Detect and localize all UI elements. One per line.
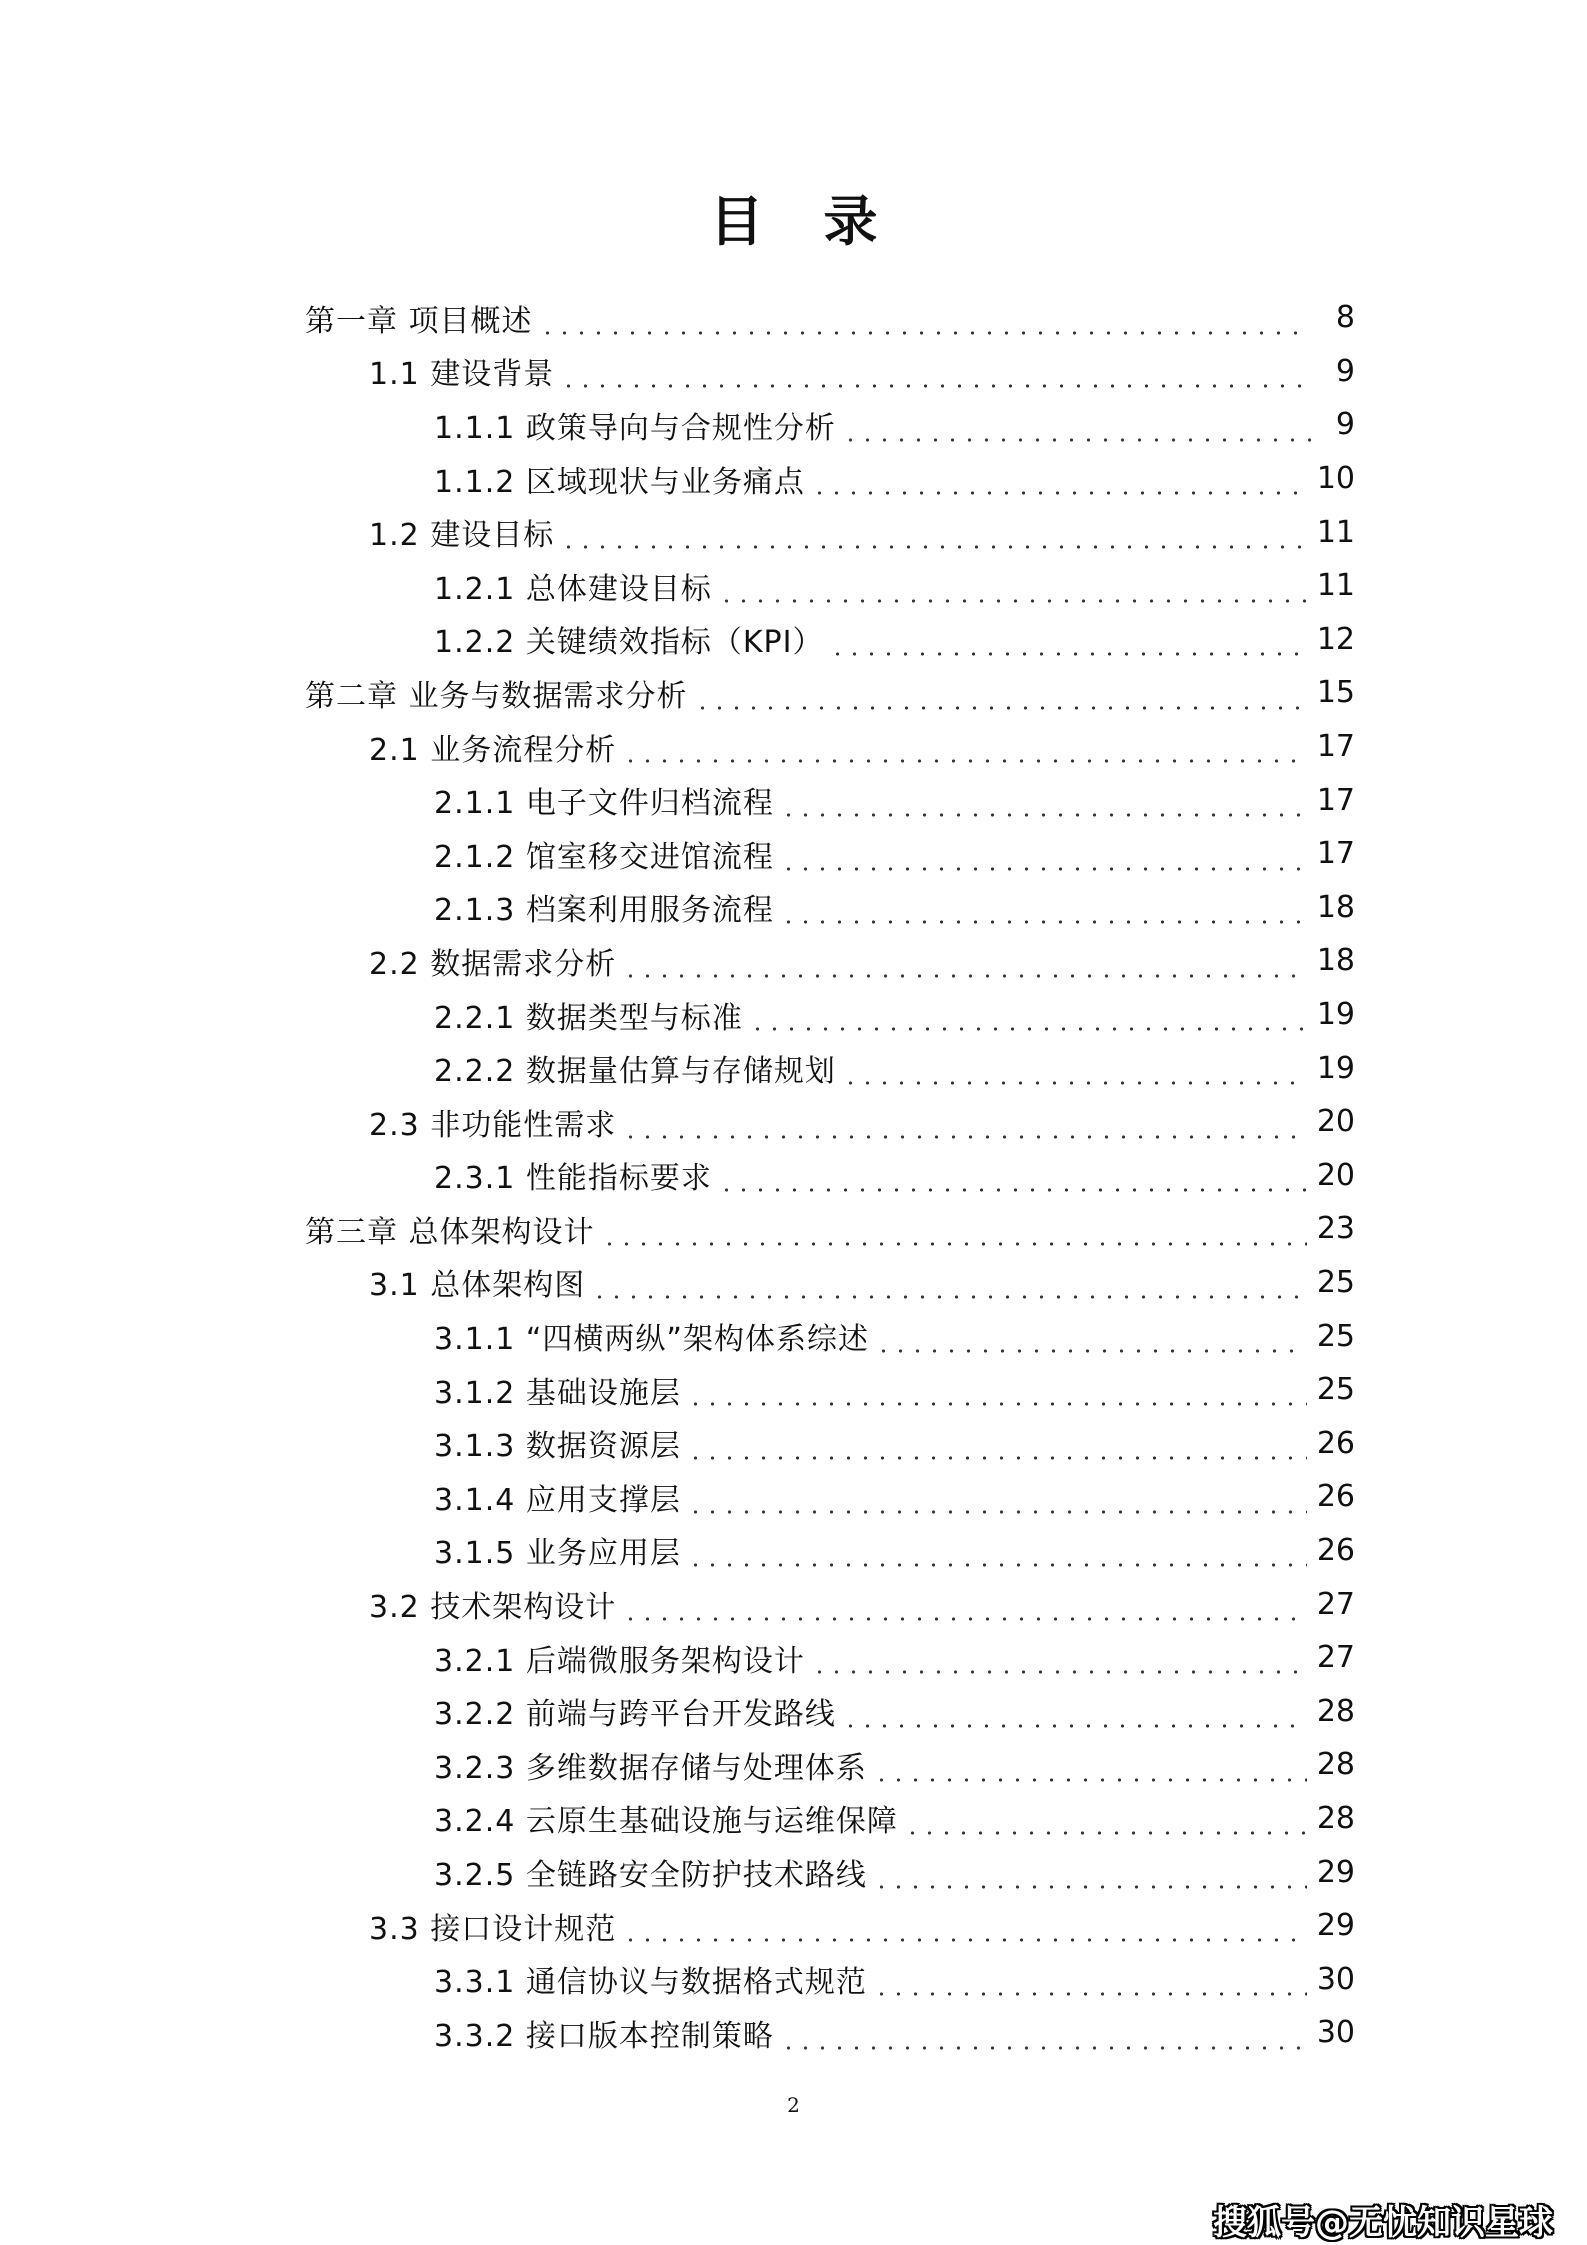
page-title: 目录: [709, 190, 938, 253]
toc-entry[interactable]: [305, 827, 1355, 881]
toc-entry-label: 3.2 技术架构设计: [369, 1582, 622, 1626]
toc-entry-label: 3.3 接口设计规范: [369, 1904, 622, 1948]
toc-entry[interactable]: [305, 1202, 1355, 1256]
toc-entry-label: 1.2.2 关键绩效指标（KPI）: [434, 617, 829, 661]
toc-dot-leader: [811, 466, 1307, 496]
toc-entry-label: 1.1.2 区域现状与业务痛点: [434, 457, 811, 501]
toc-dot-leader: [622, 1913, 1307, 1943]
toc-entry-label: 3.1.4 应用支撑层: [434, 1475, 687, 1519]
toc-entry-page: 20: [1316, 1157, 1355, 1193]
toc-entry-label: 3.3.2 接口版本控制策略: [434, 2011, 780, 2055]
toc-entry-label: 3.1.2 基础设施层: [434, 1368, 687, 1412]
toc-entry[interactable]: [305, 1792, 1355, 1846]
toc-entry[interactable]: [305, 1524, 1355, 1578]
toc-dot-leader: [687, 1538, 1307, 1568]
toc-dot-leader: [718, 1163, 1307, 1193]
toc-entry-label: 第二章 业务与数据需求分析: [305, 671, 694, 715]
toc-dot-leader: [873, 1860, 1307, 1890]
toc-entry[interactable]: [305, 1309, 1355, 1363]
toc-entry[interactable]: [305, 934, 1355, 988]
toc-entry-page: 27: [1316, 1640, 1355, 1676]
toc-entry-page: 17: [1316, 729, 1355, 765]
toc-entry[interactable]: [305, 452, 1355, 506]
toc-entry-page: 10: [1316, 461, 1355, 497]
toc-dot-leader: [622, 1592, 1307, 1622]
toc-entry-page: 11: [1316, 568, 1355, 604]
toc-dot-leader: [622, 949, 1307, 979]
toc-dot-leader: [780, 2021, 1307, 2051]
toc-entry-page: 19: [1316, 997, 1355, 1033]
toc-entry[interactable]: [305, 1577, 1355, 1631]
toc-entry[interactable]: [305, 1952, 1355, 2006]
toc-entry[interactable]: [305, 720, 1355, 774]
toc-entry[interactable]: [305, 291, 1355, 345]
toc-entry-label: 3.1 总体架构图: [369, 1260, 591, 1304]
toc-entry-label: 3.1.3 数据资源层: [434, 1421, 687, 1465]
toc-entry[interactable]: [305, 1684, 1355, 1738]
toc-dot-leader: [622, 1110, 1307, 1140]
toc-entry-page: 27: [1316, 1586, 1355, 1622]
toc-entry-label: 3.2.2 前端与跨平台开发路线: [434, 1689, 842, 1733]
toc-dot-leader: [539, 306, 1311, 336]
toc-entry-label: 3.2.3 多维数据存储与处理体系: [434, 1743, 873, 1787]
toc-entry[interactable]: [305, 398, 1355, 452]
toc-dot-leader: [780, 895, 1307, 925]
toc-entry-page: 26: [1316, 1532, 1355, 1568]
toc-dot-leader: [622, 734, 1307, 764]
toc-entry-page: 23: [1316, 1211, 1355, 1247]
toc-entry-label: 3.3.1 通信协议与数据格式规范: [434, 1957, 873, 2001]
toc-entry[interactable]: [305, 505, 1355, 559]
toc-entry[interactable]: [305, 1149, 1355, 1203]
toc-entry[interactable]: [305, 613, 1355, 667]
toc-entry-page: 9: [1335, 353, 1355, 389]
toc-entry-label: 2.3 非功能性需求: [369, 1100, 622, 1144]
toc-entry-page: 18: [1316, 889, 1355, 925]
toc-entry-label: 2.1.1 电子文件归档流程: [434, 778, 780, 822]
toc-entry-label: 3.2.1 后端微服务架构设计: [434, 1636, 811, 1680]
toc-entry[interactable]: [305, 881, 1355, 935]
toc-dot-leader: [873, 1753, 1307, 1783]
toc-entry-page: 29: [1316, 1854, 1355, 1890]
toc-entry-page: 25: [1316, 1264, 1355, 1300]
toc-dot-leader: [873, 1967, 1307, 1997]
toc-entry[interactable]: [305, 666, 1355, 720]
toc-entry-page: 30: [1316, 2015, 1355, 2051]
toc-entry-page: 28: [1316, 1693, 1355, 1729]
toc-entry-page: 8: [1335, 300, 1355, 336]
toc-entry-page: 29: [1316, 1908, 1355, 1944]
toc-entry[interactable]: [305, 1845, 1355, 1899]
toc-entry[interactable]: [305, 345, 1355, 399]
toc-entry-page: 15: [1316, 675, 1355, 711]
toc-entry-page: 17: [1316, 782, 1355, 818]
toc-entry[interactable]: [305, 773, 1355, 827]
toc-dot-leader: [687, 1485, 1307, 1515]
toc-entry[interactable]: [305, 1095, 1355, 1149]
toc-entry-label: 1.1.1 政策导向与合规性分析: [434, 403, 842, 447]
toc-entry[interactable]: [305, 988, 1355, 1042]
toc-entry-label: 2.1 业务流程分析: [369, 725, 622, 769]
toc-dot-leader: [829, 627, 1306, 657]
toc-dot-leader: [749, 1002, 1307, 1032]
toc-dot-leader: [560, 520, 1307, 550]
toc-entry-page: 26: [1316, 1479, 1355, 1515]
toc-entry-page: 9: [1335, 407, 1355, 443]
toc-dot-leader: [842, 1056, 1307, 1086]
toc-entry-label: 3.1.5 业务应用层: [434, 1528, 687, 1572]
toc-entry[interactable]: [305, 1470, 1355, 1524]
toc-entry-label: 2.3.1 性能指标要求: [434, 1153, 718, 1197]
toc-entry-label: 2.1.3 档案利用服务流程: [434, 885, 780, 929]
toc-dot-leader: [842, 413, 1311, 443]
toc-entry-page: 18: [1316, 943, 1355, 979]
toc-entry[interactable]: [305, 1256, 1355, 1310]
toc-entry[interactable]: [305, 559, 1355, 613]
toc-entry-label: 3.2.4 云原生基础设施与运维保障: [434, 1796, 904, 1840]
toc-entry-label: 第一章 项目概述: [305, 296, 539, 340]
toc-entry[interactable]: [305, 1899, 1355, 1953]
toc-entry-label: 2.2.2 数据量估算与存储规划: [434, 1046, 842, 1090]
toc-dot-leader: [780, 788, 1307, 818]
toc-dot-leader: [694, 681, 1307, 711]
toc-entry[interactable]: [305, 1363, 1355, 1417]
toc-dot-leader: [560, 359, 1311, 389]
toc-dot-leader: [687, 1377, 1307, 1407]
toc-dot-leader: [811, 1645, 1307, 1675]
toc-entry-page: 28: [1316, 1747, 1355, 1783]
toc-entry[interactable]: [305, 1738, 1355, 1792]
toc-entry-page: 28: [1316, 1800, 1355, 1836]
toc-dot-leader: [718, 574, 1307, 604]
watermark: 搜狐号@无忧知识星球: [1213, 2203, 1553, 2243]
toc-entry-page: 30: [1316, 1961, 1355, 1997]
toc-entry-page: 26: [1316, 1425, 1355, 1461]
toc-dot-leader: [591, 1270, 1307, 1300]
toc-entry[interactable]: [305, 1041, 1355, 1095]
toc-entry-page: 17: [1316, 836, 1355, 872]
toc-entry-label: 2.1.2 馆室移交进馆流程: [434, 832, 780, 876]
toc-dot-leader: [780, 842, 1307, 872]
toc-entry-page: 25: [1316, 1372, 1355, 1408]
table-of-contents: [305, 291, 1355, 2060]
page-number: 2: [787, 2093, 800, 2117]
toc-dot-leader: [904, 1806, 1307, 1836]
toc-entry[interactable]: [305, 2006, 1355, 2060]
toc-dot-leader: [687, 1431, 1307, 1461]
toc-dot-leader: [842, 1699, 1307, 1729]
toc-dot-leader: [875, 1324, 1307, 1354]
toc-entry-page: 11: [1316, 514, 1355, 550]
toc-entry-page: 12: [1316, 621, 1355, 657]
toc-dot-leader: [601, 1217, 1307, 1247]
toc-entry[interactable]: [305, 1416, 1355, 1470]
toc-entry-label: 1.2.1 总体建设目标: [434, 564, 718, 608]
toc-entry-page: 19: [1316, 1050, 1355, 1086]
toc-entry-label: 3.2.5 全链路安全防护技术路线: [434, 1850, 873, 1894]
toc-entry-label: 1.1 建设背景: [369, 349, 560, 393]
toc-entry-page: 25: [1316, 1318, 1355, 1354]
toc-entry-label: 2.2 数据需求分析: [369, 939, 622, 983]
toc-entry-label: 1.2 建设目标: [369, 510, 560, 554]
toc-entry-label: 第三章 总体架构设计: [305, 1207, 601, 1251]
toc-entry-label: 2.2.1 数据类型与标准: [434, 993, 749, 1037]
toc-entry-page: 20: [1316, 1104, 1355, 1140]
toc-entry-label: 3.1.1 “四横两纵”架构体系综述: [434, 1314, 875, 1358]
toc-entry[interactable]: [305, 1631, 1355, 1685]
